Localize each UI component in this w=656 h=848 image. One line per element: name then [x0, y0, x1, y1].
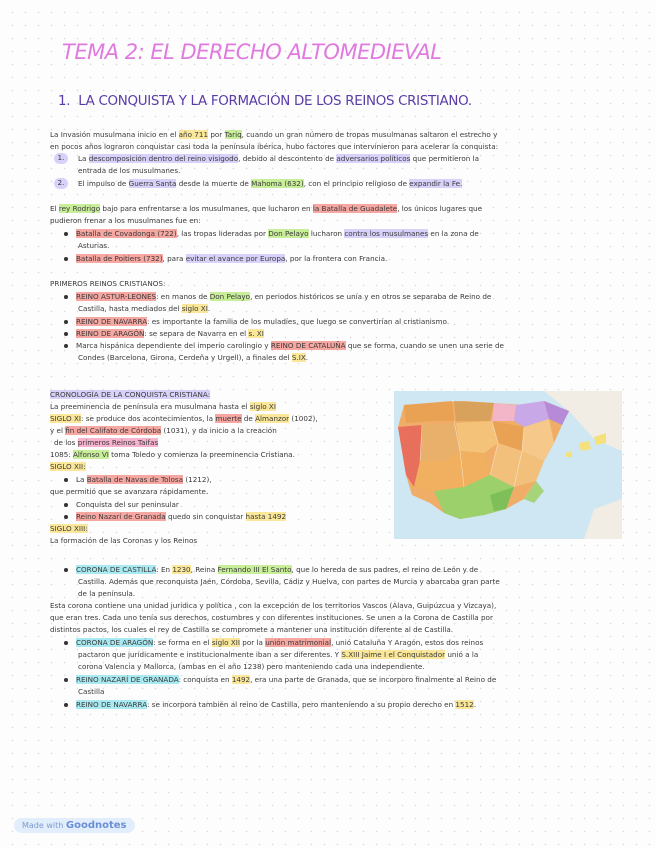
- factor-number: 2.: [54, 178, 68, 189]
- crono-line-3: y el fin del Califato de Córdoba (1031), y da inicio a la creación: [50, 426, 277, 435]
- battle-2-line: Batalla de Poitiers (732), para evitar el avance por Europa, por la frontera con Francia.: [76, 254, 388, 263]
- crono-line-4: de los primeros Reinos Taifas: [54, 438, 159, 447]
- bullet: [64, 332, 68, 336]
- corona-text-2: que eran tres. Cada uno tenía sus derechos, costumbres y con diferentes instituciones. Se unen a la Corona de Castilla por: [50, 613, 493, 622]
- reino-navarra-incorp-line: REINO DE NAVARRA: se incorpora también al reino de Castilla, pero manteniendo a su propio derecho en 1512.: [76, 700, 477, 709]
- bullet: [64, 320, 68, 324]
- crono-line-2: SIGLO XI: se produce dos acontecimientos, la muerte de Almanzor (1002),: [50, 414, 318, 423]
- bullet: [64, 257, 68, 261]
- reino-astur-line-1: REINO ASTUR-LEONES: en manos de Don Pelayo, en periodos históricos se unía y en otros se separaba de Reino de: [76, 292, 492, 301]
- corona-aragon-line-2: pactaron que jurídicamente e institucionalmente iban a ser diferentes. Y S.XIII Jaime I el Conquistador unió a la: [78, 650, 479, 659]
- iberia-map: [394, 391, 622, 539]
- corona-castilla-line-3: de la península.: [78, 589, 136, 598]
- reino-astur-line-2: Castilla, hasta mediados del siglo XI.: [78, 304, 211, 313]
- section-title: LA CONQUISTA Y LA FORMACIÓN DE LOS REINOS CRISTIANO.: [78, 94, 472, 109]
- battle-1-line-2: Asturias.: [78, 241, 110, 250]
- reino-nazari-line-1: REINO NAZARÍ DE GRANADA: conquista en 1492, era una parte de Granada, que se incorporo finalmente al Reino de: [76, 675, 497, 684]
- crono-heading: CRONOLOGÍA DE LA CONQUISTA CRISTIANA:: [50, 390, 211, 399]
- bullet: [64, 641, 68, 645]
- bullet: [64, 703, 68, 707]
- crono-line-1: La preeminencia de península era musulmana hasta el siglo XI: [50, 402, 276, 411]
- factor-1-line-2: entrada de los musulmanes.: [78, 166, 181, 175]
- corona-castilla-line-2: Castilla. Además que reconquista Jaén, Córdoba, Sevilla, Cádiz y Huelva, con partes de Murcia y abarcaba gran parte: [78, 577, 500, 586]
- bullet: [64, 344, 68, 348]
- primeros-heading: PRIMEROS REINOS CRISTIANOS:: [50, 279, 166, 288]
- section-number: 1.: [58, 94, 71, 109]
- corona-text-1: Esta corona contiene una unidad jurídica y política , con la excepción de los territorios Vascos (Álava, Guipúzcua y Vizcaya),: [50, 601, 497, 610]
- crono-line-5: 1085: Alfonso VI toma Toledo y comienza la preeminencia Cristiana.: [50, 450, 295, 459]
- crono-line-11: SIGLO XIII:: [50, 524, 88, 533]
- factor-number: 1.: [54, 153, 68, 164]
- reino-nazari-line-2: Castilla: [78, 687, 105, 696]
- crono-line-10: Reino Nazarí de Granada quedo sin conquistar hasta 1492: [76, 512, 287, 521]
- intro-line-2: en pocos años lograron conquistar casi toda la península ibérica, hubo factores que intervinieron para acelerar la conquista:: [50, 142, 499, 151]
- reino-cataluna-line-1: Marca hispánica dependiente del imperio carolingio y REINO DE CATALUÑA que se forma, cuando se unen una serie de: [76, 341, 504, 350]
- corona-text-3: distintos pactos, los cuales el rey de Castilla se compromete a mantener una institución diferente al de Castilla.: [50, 625, 454, 634]
- corona-castilla-line-1: CORONA DE CASTILLA: En 1230, Reina Fernando III El Santo, que lo hereda de sus padres, el reino de León y de: [76, 565, 479, 574]
- made-with-label: Made with: [22, 821, 64, 830]
- crono-line-6: SIGLO XII:: [50, 462, 86, 471]
- reino-aragon-line: REINO DE ARAGÓN: se separa de Navarra en el s. XI: [76, 329, 264, 338]
- goodnotes-brand: Goodnotes: [65, 820, 127, 831]
- bullet: [64, 295, 68, 299]
- crono-line-8: que permitió que se avanzara rápidamente.: [50, 487, 209, 496]
- reino-navarra-line: REINO DE NAVARRA: es importante la familia de los muladíes, que luego se convertirían al cristianismo.: [76, 317, 450, 326]
- rodrigo-line-1: El rey Rodrigo bajo para enfrentarse a los musulmanes, que lucharon en la Batalla de Guadalete, los únicos lugares que: [50, 204, 482, 213]
- bullet: [64, 678, 68, 682]
- corona-aragon-line-1: CORONA DE ARAGÓN: se forma en el siglo XII por la unión matrimonial, unió Cataluña Y Aragón, estos dos reinos: [76, 638, 484, 647]
- rodrigo-line-2: pudieron frenar a los musulmanes fue en:: [50, 216, 201, 225]
- reino-cataluna-line-2: Condes (Barcelona, Girona, Cerdeña y Urgell), a finales del S.IX.: [78, 353, 309, 362]
- crono-line-12: La formación de las Coronas y los Reinos: [50, 536, 198, 545]
- bullet: [64, 568, 68, 572]
- page-title: TEMA 2: EL DERECHO ALTOMEDIEVAL: [62, 40, 442, 64]
- crono-line-7: La Batalla de Navas de Tolosa (1212),: [76, 475, 212, 484]
- crono-line-9: Conquista del sur peninsular: [76, 500, 179, 509]
- bullet: [64, 232, 68, 236]
- bullet: [64, 503, 68, 507]
- battle-1-line-1: Batalla de Covadonga (722), las tropas lideradas por Don Pelayo lucharon contra los musulmanes en la zona de: [76, 229, 479, 238]
- corona-aragon-line-3: corona Valencia y Mallorca, (ambas en el año 1238) pero manteniendo cada una independiente.: [78, 662, 425, 671]
- intro-line-1: La Invasión musulmana inicio en el año 711 por Tariq, cuando un gran número de tropas musulmanas saltaron el estrecho y: [50, 130, 498, 139]
- bullet: [64, 478, 68, 482]
- section-heading: [58, 94, 472, 109]
- bullet: [64, 515, 68, 519]
- goodnotes-badge: [14, 818, 135, 833]
- factor-2-line: El impulso de Guerra Santa desde la muerte de Mahoma (632), con el principio religioso de expandir la Fe.: [78, 179, 463, 188]
- factor-1-line-1: La descomposición dentro del reino visigodo, debido al descontento de adversarios políticos que permitieron la: [78, 154, 479, 163]
